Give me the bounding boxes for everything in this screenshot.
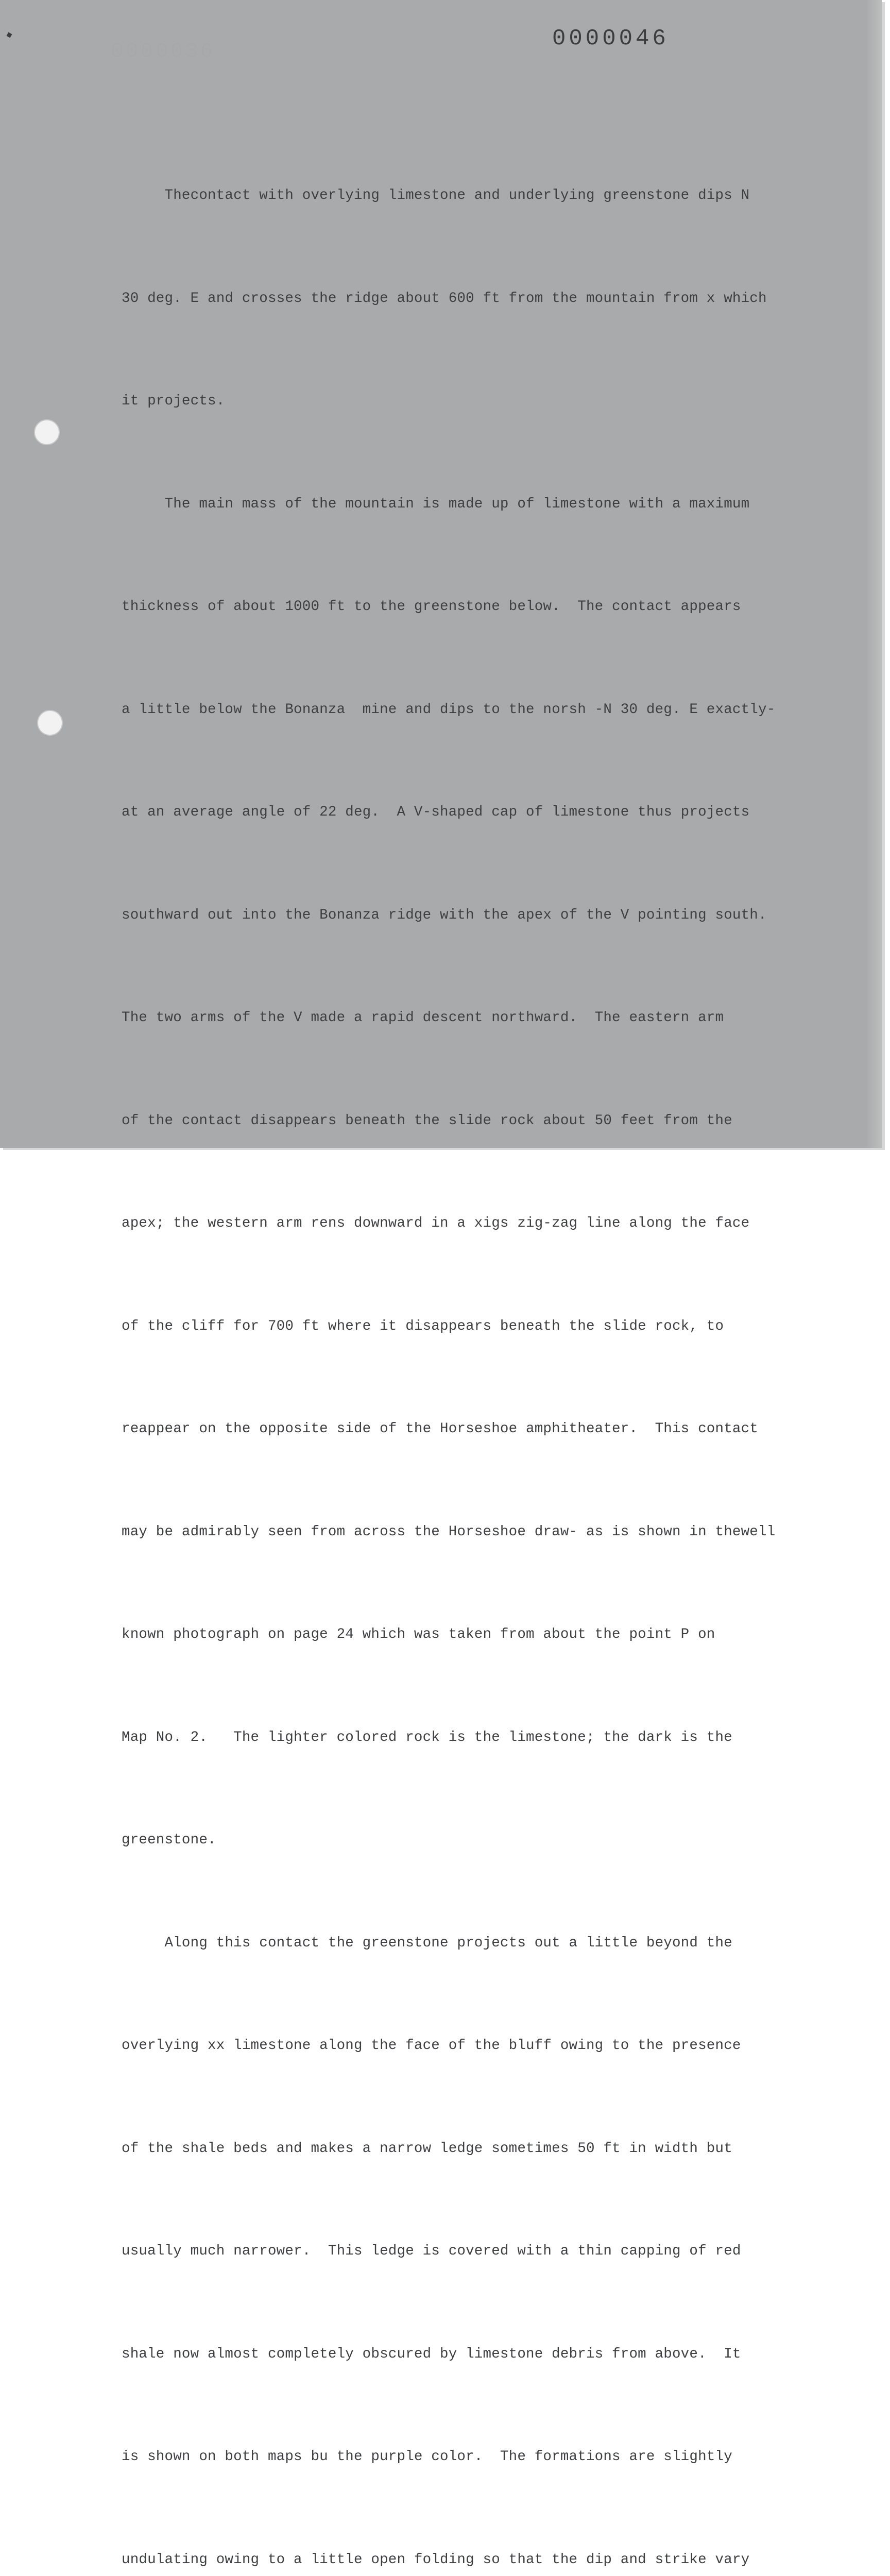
typed-text-body: [122, 110, 791, 2576]
text-line: The main mass of the mountain is made up of limestone with a maximum: [122, 487, 791, 522]
document-page: [0, 0, 882, 1148]
text-line: a little below the Bonanza mine and dips to the norsh -N 30 deg. E exactly-: [122, 693, 791, 727]
page-edge: [866, 0, 882, 1148]
text-line: may be admirably seen from across the Horseshoe draw- as is shown in thewell: [122, 1515, 791, 1550]
text-line: of the shale beds and makes a narrow ledge sometimes 50 ft in width but: [122, 2132, 791, 2166]
punch-hole-top: [34, 419, 60, 445]
text-line: greenstone.: [122, 1823, 791, 1858]
text-line: it projects.: [122, 384, 791, 419]
text-line: of the cliff for 700 ft where it disappears beneath the slide rock, to: [122, 1310, 791, 1344]
text-line: Thecontact with overlying limestone and underlying greenstone dips N: [122, 179, 791, 213]
text-line: thickness of about 1000 ft to the greenstone below. The contact appears: [122, 590, 791, 624]
text-line: overlying xx limestone along the face of the bluff owing to the presence: [122, 2029, 791, 2063]
text-line: is shown on both maps bu the purple color. The formations are slightly: [122, 2440, 791, 2475]
text-line: Map No. 2. The lighter colored rock is the limestone; the dark is the: [122, 1721, 791, 1755]
text-line: Along this contact the greenstone projects out a little beyond the: [122, 1926, 791, 1961]
faint-stamp-number: 0000036: [111, 40, 215, 63]
text-line: of the contact disappears beneath the slide rock about 50 feet from the: [122, 1104, 791, 1139]
text-line: at an average angle of 22 deg. A V-shaped cap of limestone thus projects: [122, 795, 791, 830]
text-line: apex; the western arm rens downward in a xigs zig-zag line along the face: [122, 1207, 791, 1241]
text-line: usually much narrower. This ledge is covered with a thin capping of red: [122, 2234, 791, 2269]
text-line: shale now almost completely obscured by limestone debris from above. It: [122, 2337, 791, 2372]
corner-mark: [7, 32, 12, 38]
text-line: reappear on the opposite side of the Horseshoe amphitheater. This contact: [122, 1412, 791, 1447]
text-line: 30 deg. E and crosses the ridge about 600 ft from the mountain from x which: [122, 282, 791, 316]
text-line: undulating owing to a little open folding so that the dip and strike vary: [122, 2543, 791, 2576]
document-number: 0000046: [552, 26, 669, 52]
text-line: southward out into the Bonanza ridge with the apex of the V pointing south.: [122, 899, 791, 933]
text-line: known photograph on page 24 which was taken from about the point P on: [122, 1618, 791, 1652]
punch-hole-bottom: [37, 710, 63, 736]
text-line: The two arms of the V made a rapid descent northward. The eastern arm: [122, 1001, 791, 1036]
